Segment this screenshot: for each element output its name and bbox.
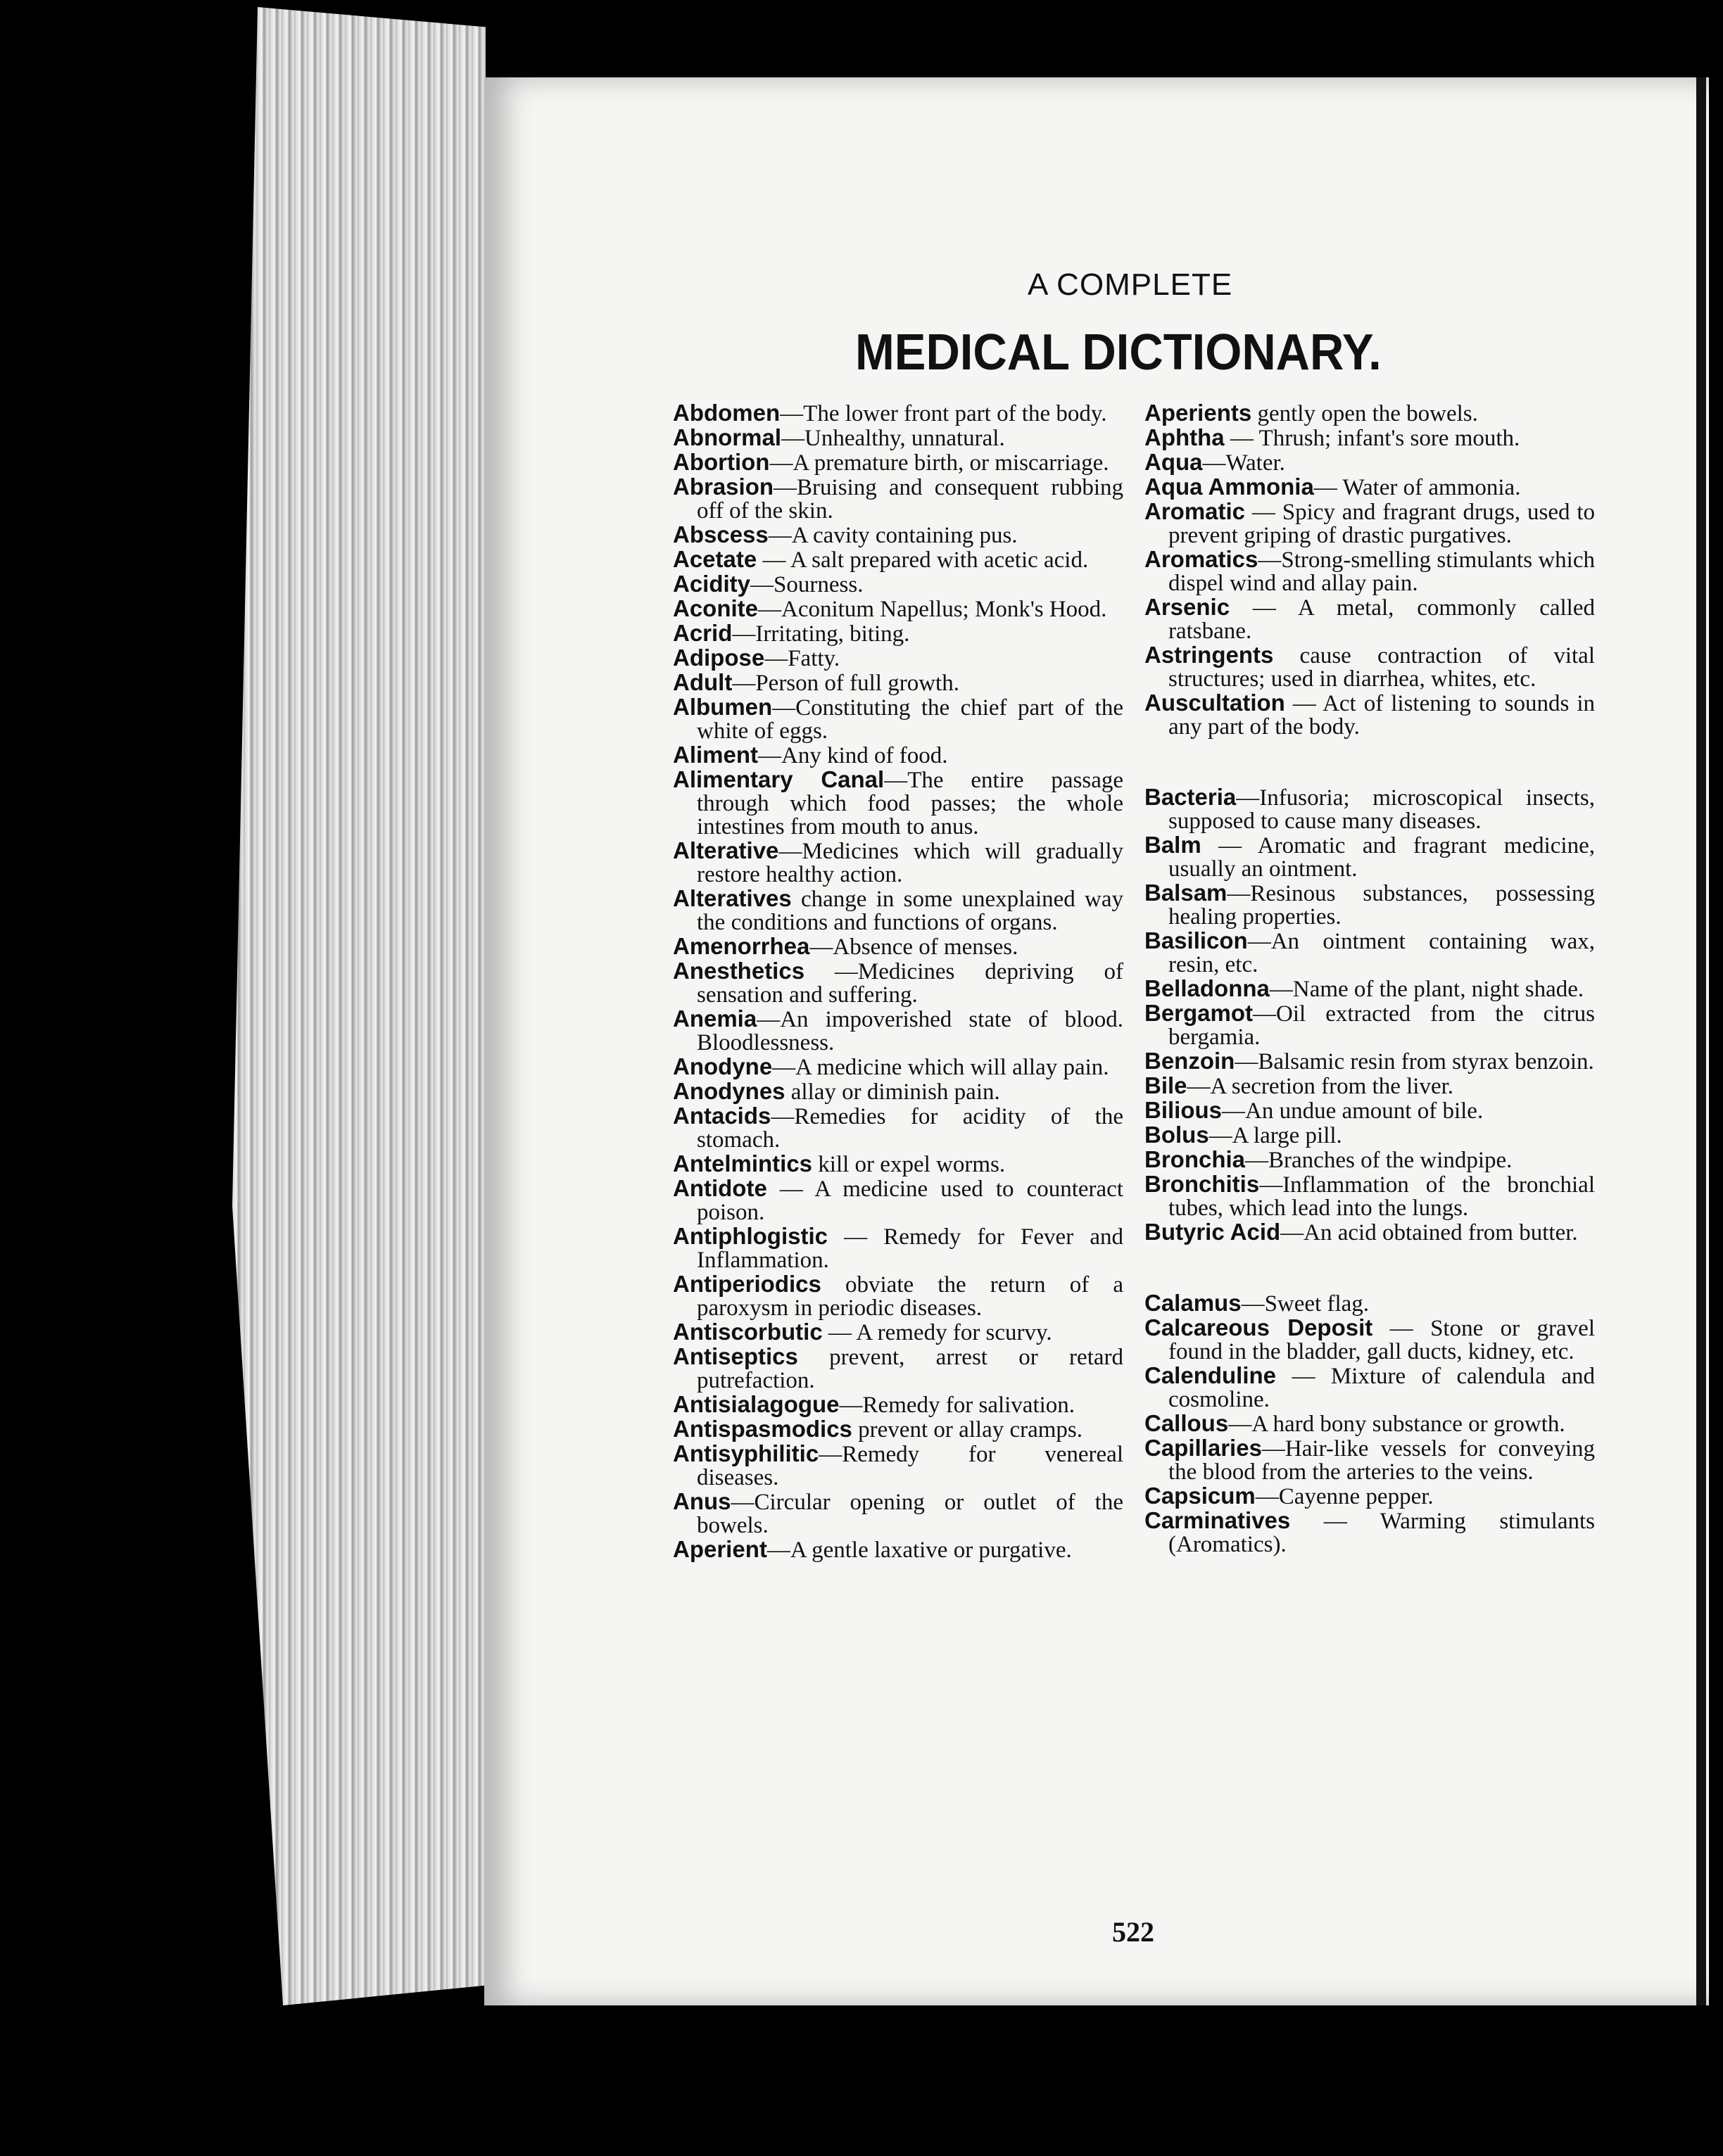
entry-definition: —An acid obtained from butter.: [1280, 1220, 1578, 1245]
entry-term: Alteratives: [673, 885, 792, 911]
entry-definition: —A gentle laxative or purgative.: [766, 1537, 1072, 1563]
entry-term: Antelmintics: [673, 1150, 813, 1177]
entry-term: Abnormal: [673, 424, 782, 450]
dictionary-entry: [673, 1442, 1123, 1490]
entry-definition: — A salt prepared with acetic acid.: [757, 547, 1089, 573]
entry-definition: — Aromatic and fragrant medicine, usually an ointment.: [1168, 833, 1595, 882]
dictionary-entry: [1144, 929, 1595, 977]
entry-term: Anesthetics: [673, 958, 805, 984]
entry-term: Bronchitis: [1144, 1171, 1260, 1197]
entry-definition: — A medicine used to counteract poison.: [697, 1177, 1123, 1225]
dictionary-entry: [1144, 1412, 1595, 1436]
dictionary-entry: [673, 768, 1123, 839]
entry-definition: —Person of full growth.: [732, 671, 959, 696]
right-column: [1144, 401, 1595, 1556]
entry-term: Auscultation: [1144, 690, 1285, 716]
entry-definition: — Spicy and fragrant drugs, used to prevent griping of drastic purgatives.: [1168, 500, 1595, 548]
dictionary-entry: [673, 646, 1123, 671]
page-right-edge: [1696, 77, 1706, 2005]
entry-term: Adipose: [673, 645, 765, 671]
dictionary-entry: [1144, 401, 1595, 426]
entry-term: Abscess: [673, 521, 769, 547]
entry-term: Bile: [1144, 1072, 1187, 1098]
dictionary-entry: [673, 523, 1123, 547]
entry-term: Antiscorbutic: [673, 1319, 823, 1345]
dictionary-entry: [673, 1152, 1123, 1177]
entry-definition: prevent or allay cramps.: [852, 1417, 1083, 1442]
entry-definition: —Strong-smelling stimulants which dispel wind and allay pain.: [1168, 547, 1595, 596]
entry-term: Astringents: [1144, 642, 1274, 668]
entry-term: Abrasion: [673, 474, 774, 500]
dictionary-entry: [1144, 500, 1595, 547]
entry-definition: — Stone or gravel found in the bladder, gall ducts, kidney, etc.: [1168, 1316, 1595, 1364]
entry-definition: —Any kind of food.: [758, 743, 948, 768]
entry-definition: —An undue amount of bile.: [1222, 1098, 1484, 1124]
entry-definition: — Thrush; infant's sore mouth.: [1224, 426, 1520, 451]
dictionary-entry: [673, 1320, 1123, 1345]
entry-definition: —The entire passage through which food passes; the whole intestines from mouth to anus.: [697, 768, 1123, 839]
entry-term: Benzoin: [1144, 1048, 1235, 1074]
entry-definition: —A premature birth, or miscarriage.: [769, 450, 1109, 476]
entry-definition: kill or expel worms.: [812, 1152, 1006, 1177]
dictionary-entry: [1144, 1220, 1595, 1245]
dictionary-entry: [673, 1417, 1123, 1442]
book-page-edges: [232, 7, 486, 2005]
entry-definition: prevent, arrest or retard putrefaction.: [697, 1345, 1123, 1393]
entry-term: Aqua: [1144, 449, 1203, 475]
entry-term: Antisyphilitic: [673, 1440, 819, 1466]
entry-term: Bolus: [1144, 1122, 1209, 1148]
dictionary-entry: [673, 1345, 1123, 1393]
entry-term: Acetate: [673, 546, 757, 572]
entry-definition: — Act of listening to sounds in any part of the body.: [1168, 691, 1595, 740]
dictionary-entry: [1144, 977, 1595, 1001]
entry-definition: —A medicine which will allay pain.: [772, 1055, 1109, 1080]
entry-term: Antisialagogue: [673, 1391, 840, 1417]
entry-definition: —Infusoria; microscopical insects, supposed to cause many diseases.: [1168, 785, 1595, 834]
entry-definition: gently open the bowels.: [1251, 401, 1478, 426]
entry-term: Albumen: [673, 694, 773, 720]
entry-term: Anus: [673, 1488, 731, 1514]
dictionary-entry: [673, 475, 1123, 523]
dictionary-entry: [673, 1393, 1123, 1417]
right-column-section-a: [1144, 401, 1595, 739]
entry-term: Acidity: [673, 571, 751, 597]
entry-term: Bilious: [1144, 1097, 1223, 1123]
entry-term: Antidote: [673, 1175, 767, 1201]
dictionary-entry: [673, 547, 1123, 572]
entry-term: Balm: [1144, 832, 1201, 858]
entry-term: Aliment: [673, 742, 759, 768]
entry-term: Aqua Ammonia: [1144, 474, 1314, 500]
dictionary-entry: [1144, 1123, 1595, 1148]
entry-term: Anodyne: [673, 1053, 773, 1079]
dictionary-entry: [1144, 1049, 1595, 1074]
entry-term: Aconite: [673, 595, 759, 621]
entry-definition: — A remedy for scurvy.: [822, 1320, 1052, 1345]
entry-term: Belladonna: [1144, 975, 1270, 1001]
entry-definition: —Sweet flag.: [1241, 1291, 1370, 1317]
entry-definition: —Medicines which will gradually restore healthy action.: [697, 839, 1123, 887]
entry-term: Antiseptics: [673, 1343, 798, 1369]
dictionary-entry: [673, 401, 1123, 426]
entry-term: Abdomen: [673, 400, 781, 426]
dictionary-entry: [1144, 547, 1595, 595]
entry-term: Balsam: [1144, 880, 1227, 906]
dictionary-entry: [1144, 1484, 1595, 1509]
entry-term: Aphtha: [1144, 424, 1225, 450]
entry-definition: —Sourness.: [750, 572, 864, 597]
entry-term: Calenduline: [1144, 1362, 1277, 1388]
dictionary-entry: [673, 1104, 1123, 1152]
dictionary-entry: [1144, 426, 1595, 450]
entry-definition: —Medicines depriving of sensation and suffering.: [697, 959, 1123, 1008]
entry-definition: —Remedy for venereal diseases.: [697, 1442, 1123, 1490]
entry-definition: obviate the return of a paroxysm in periodic diseases.: [697, 1272, 1123, 1321]
entry-definition: —The lower front part of the body.: [780, 401, 1107, 426]
entry-definition: —Branches of the windpipe.: [1245, 1148, 1513, 1173]
entry-definition: —Remedy for salivation.: [839, 1393, 1075, 1418]
entry-definition: — Warming stimulants (Aromatics).: [1168, 1509, 1595, 1557]
entry-definition: — Water of ammonia.: [1313, 475, 1521, 500]
entry-term: Calamus: [1144, 1290, 1242, 1316]
dictionary-entry: [673, 959, 1123, 1007]
entry-term: Alterative: [673, 837, 779, 863]
dictionary-entry: [673, 887, 1123, 934]
entry-definition: —Hair-like vessels for conveying the blood from the arteries to the veins.: [1168, 1436, 1595, 1485]
dictionary-entry: [1144, 1509, 1595, 1556]
dictionary-entry: [673, 621, 1123, 646]
entry-term: Basilicon: [1144, 927, 1248, 953]
dictionary-entry: [1144, 785, 1595, 833]
dictionary-entry: [1144, 1001, 1595, 1049]
dictionary-entry: [1144, 1148, 1595, 1172]
entry-term: Adult: [673, 669, 733, 695]
entry-term: Aromatics: [1144, 546, 1258, 572]
entry-definition: —Cayenne pepper.: [1255, 1484, 1434, 1509]
entry-definition: allay or diminish pain.: [785, 1079, 1000, 1105]
dictionary-entry: [673, 1537, 1123, 1562]
entry-definition: —Water.: [1202, 450, 1285, 476]
dictionary-entry: [1144, 1316, 1595, 1364]
entry-definition: —A cavity containing pus.: [768, 523, 1018, 548]
dictionary-entry: [1144, 881, 1595, 929]
entry-definition: —Inflammation of the bronchial tubes, which lead into the lungs.: [1168, 1172, 1595, 1221]
dictionary-entry: [673, 695, 1123, 743]
entry-definition: —Absence of menses.: [809, 934, 1018, 960]
dictionary-entry: [673, 1224, 1123, 1272]
entry-term: Carminatives: [1144, 1507, 1291, 1533]
right-column-section-b: [1144, 785, 1595, 1245]
dictionary-entry: [1144, 1098, 1595, 1123]
entry-term: Bergamot: [1144, 1000, 1254, 1026]
entry-definition: — Remedy for Fever and Inflammation.: [697, 1224, 1123, 1273]
entry-definition: cause contraction of vital structures; used in diarrhea, whites, etc.: [1168, 643, 1595, 692]
entry-term: Aperients: [1144, 400, 1252, 426]
dictionary-entry: [673, 597, 1123, 621]
entry-term: Bacteria: [1144, 784, 1237, 810]
entry-term: Abortion: [673, 449, 770, 475]
entry-definition: —Irritating, biting.: [732, 621, 910, 647]
dictionary-entry: [1144, 833, 1595, 881]
section-gap: [1144, 1245, 1595, 1291]
entry-term: Antiperiodics: [673, 1271, 821, 1297]
dictionary-entry: [1144, 450, 1595, 475]
entry-definition: —A secretion from the liver.: [1187, 1074, 1454, 1099]
entry-definition: —Constituting the chief part of the white of eggs.: [697, 695, 1123, 744]
dictionary-entry: [673, 572, 1123, 597]
left-column: [673, 401, 1123, 1562]
dictionary-entry: [673, 1055, 1123, 1079]
dictionary-entry: [1144, 475, 1595, 500]
page-number: 522: [1112, 1916, 1154, 1948]
entry-term: Aperient: [673, 1536, 767, 1562]
entry-term: Anemia: [673, 1006, 757, 1032]
entry-term: Arsenic: [1144, 594, 1230, 620]
dictionary-entry: [673, 671, 1123, 695]
entry-definition: —Aconitum Napellus; Monk's Hood.: [758, 597, 1107, 622]
entry-definition: — A metal, commonly called ratsbane.: [1168, 595, 1595, 644]
entry-definition: —A large pill.: [1208, 1123, 1342, 1148]
entry-term: Aromatic: [1144, 498, 1246, 524]
section-gap: [1144, 739, 1595, 785]
entry-term: Antispasmodics: [673, 1416, 852, 1442]
entry-definition: —Name of the plant, night shade.: [1269, 977, 1584, 1002]
entry-term: Callous: [1144, 1410, 1229, 1436]
entry-term: Butyric Acid: [1144, 1219, 1281, 1245]
entry-definition: —Remedies for acidity of the stomach.: [697, 1104, 1123, 1153]
entry-term: Amenorrhea: [673, 933, 810, 959]
entry-definition: —Fatty.: [764, 646, 840, 671]
dictionary-entry: [673, 1272, 1123, 1320]
entry-definition: change in some unexplained way the conditions and functions of organs.: [697, 887, 1123, 935]
entry-definition: —Bruising and consequent rubbing off of the skin.: [697, 475, 1123, 524]
entry-definition: —Unhealthy, unnatural.: [781, 426, 1005, 451]
dictionary-entry: [673, 743, 1123, 768]
dictionary-entry: [673, 839, 1123, 887]
dictionary-entry: [1144, 691, 1595, 739]
entry-definition: —An ointment containing wax, resin, etc.: [1168, 929, 1595, 977]
dictionary-entry: [1144, 595, 1595, 643]
entry-term: Antacids: [673, 1103, 771, 1129]
dictionary-entry: [673, 1177, 1123, 1224]
right-column-section-c: [1144, 1291, 1595, 1556]
dictionary-entry: [1144, 1364, 1595, 1412]
dictionary-entry: [1144, 643, 1595, 691]
dictionary-entry: [673, 1490, 1123, 1537]
entry-term: Anodynes: [673, 1078, 785, 1104]
heading-title: MEDICAL DICTIONARY.: [855, 324, 1382, 381]
entry-definition: —Balsamic resin from styrax benzoin.: [1235, 1049, 1594, 1074]
entry-term: Bronchia: [1144, 1146, 1246, 1172]
dictionary-entry: [1144, 1172, 1595, 1220]
entry-definition: —Circular opening or outlet of the bowels.: [697, 1490, 1123, 1538]
dictionary-entry: [673, 934, 1123, 959]
entry-term: Antiphlogistic: [673, 1223, 828, 1249]
entry-term: Acrid: [673, 620, 733, 646]
dictionary-entry: [673, 450, 1123, 475]
entry-term: Capillaries: [1144, 1435, 1262, 1461]
entry-term: Calcareous Deposit: [1144, 1314, 1373, 1340]
dictionary-entry: [1144, 1436, 1595, 1484]
entry-term: Alimentary Canal: [673, 766, 885, 792]
dictionary-entry: [673, 426, 1123, 450]
dictionary-entry: [673, 1079, 1123, 1104]
dictionary-entry: [1144, 1074, 1595, 1098]
entry-definition: —A hard bony substance or growth.: [1228, 1412, 1565, 1437]
dictionary-entry: [673, 1007, 1123, 1055]
heading-subtitle: A COMPLETE: [1028, 267, 1233, 302]
entry-definition: —Resinous substances, possessing healing properties.: [1168, 881, 1595, 930]
entry-definition: —Oil extracted from the citrus bergamia.: [1168, 1001, 1595, 1050]
entry-definition: — Mixture of calendula and cosmoline.: [1168, 1364, 1595, 1412]
entry-term: Capsicum: [1144, 1483, 1256, 1509]
dictionary-entry: [1144, 1291, 1595, 1316]
entry-definition: —An impoverished state of blood. Bloodlessness.: [697, 1007, 1123, 1055]
